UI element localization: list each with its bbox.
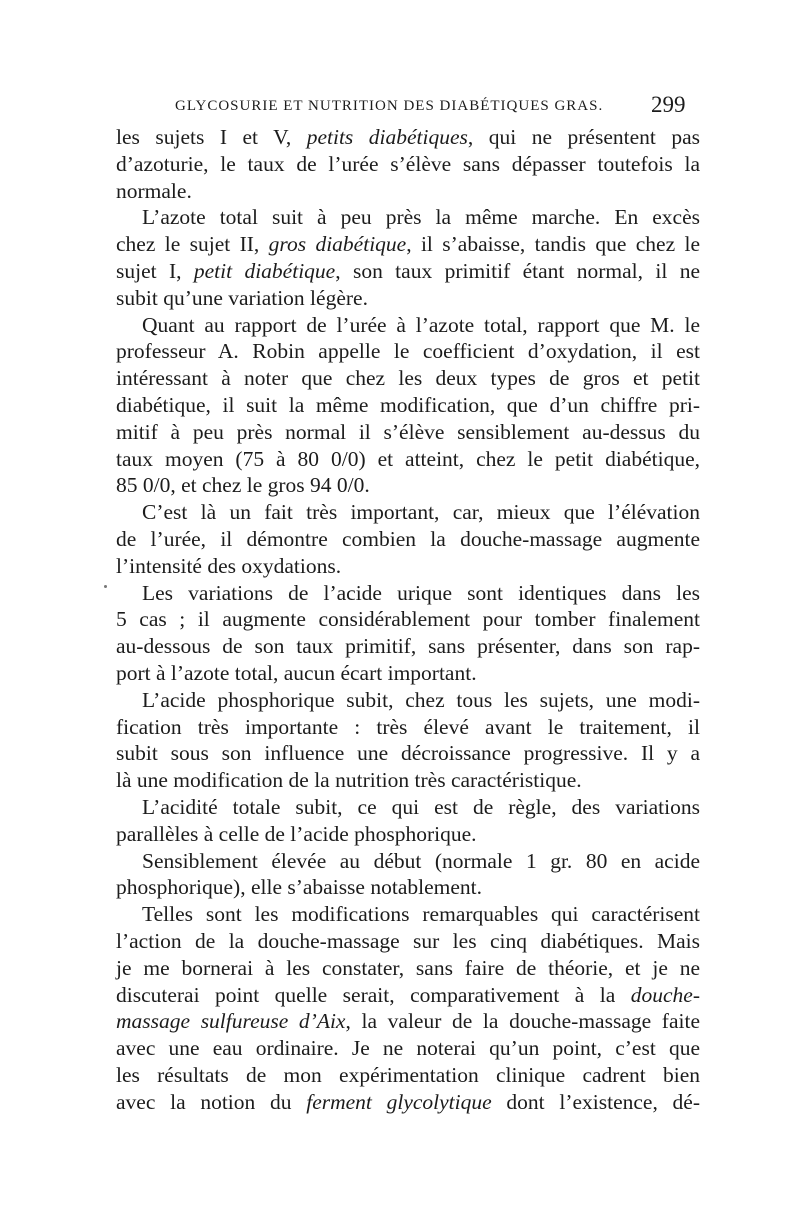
text-line: avec la notion du ferment glycolytique dont l’existence, dé- (116, 1089, 701, 1114)
text-line: au-dessous de son taux primitif, sans présenter, dans son rap- (116, 634, 700, 659)
text-line: normale. (116, 178, 192, 203)
text-line: avec une eau ordinaire. Je ne noterai qu’un point, c’est que (116, 1036, 700, 1061)
text-line: Telles sont les modifications remarquables qui caractérisent (142, 902, 700, 927)
text-line: L’azote total suit à peu près la même marche. En excès (142, 205, 700, 230)
running-title: GLYCOSURIE ET NUTRITION DES DIABÉTIQUES GRAS. (175, 98, 604, 114)
text-line: taux moyen (75 à 80 0/0) et atteint, chez le petit diabétique, (116, 446, 700, 471)
text-line: diabétique, il suit la même modification, que d’un chiffre pri- (116, 392, 700, 417)
page-number: 299 (651, 92, 686, 117)
print-speck (104, 585, 107, 588)
text-line: d’azoturie, le taux de l’urée s’élève sans dépasser toutefois la (116, 151, 700, 176)
body-text (116, 124, 700, 1115)
text-line: intéressant à noter que chez les deux types de gros et petit (116, 366, 700, 391)
text-line: 85 0/0, et chez le gros 94 0/0. (116, 473, 370, 498)
text-line: fication très importante : très élevé avant le traitement, il (116, 714, 700, 739)
text-line: les sujets I et V, petits diabétiques, qui ne présentent pas (116, 125, 701, 149)
text-line: Quant au rapport de l’urée à l’azote total, rapport que M. le (142, 312, 700, 337)
text-line: Les variations de l’acide urique sont identiques dans les (142, 580, 700, 605)
text-line: mitif à peu près normal il s’élève sensiblement au-dessus du (116, 419, 700, 444)
text-line: l’intensité des oxydations. (116, 553, 342, 578)
text-line: phosphorique), elle s’abaisse notablement. (116, 875, 482, 900)
text-line: C’est là un fait très important, car, mieux que l’élévation (142, 500, 700, 525)
text-line: 5 cas ; il augmente considérablement pour tomber finalement (116, 607, 700, 632)
text-line: L’acidité totale subit, ce qui est de règle, des variations (142, 794, 700, 819)
text-line: Sensiblement élevée au début (normale 1 gr. 80 en acide (142, 848, 700, 873)
text-line: port à l’azote total, aucun écart important. (116, 660, 477, 685)
text-line: massage sulfureuse d’Aix, la valeur de la douche-massage faite (116, 1009, 700, 1034)
text-line: je me bornerai à les constater, sans faire de théorie, et je ne (116, 955, 700, 980)
text-line: subit sous son influence une décroissance progressive. Il y a (116, 741, 700, 766)
text-line: professeur A. Robin appelle le coefficient d’oxydation, il est (116, 339, 700, 364)
text-line: l’action de la douche-massage sur les cinq diabétiques. Mais (116, 928, 700, 953)
text-line: parallèles à celle de l’acide phosphorique. (116, 821, 477, 846)
text-line: discuterai point quelle serait, comparativement à la douche- (116, 982, 700, 1007)
text-line: de l’urée, il démontre combien la douche-massage augmente (116, 526, 700, 551)
text-line: là une modification de la nutrition très caractéristique. (116, 768, 582, 793)
text-line: les résultats de mon expérimentation clinique cadrent bien (116, 1062, 700, 1087)
text-line: chez le sujet II, gros diabétique, il s’abaisse, tandis que chez le (116, 232, 700, 257)
text-line: subit qu’une variation légère. (116, 285, 368, 310)
text-line: L’acide phosphorique subit, chez tous les sujets, une modi- (142, 687, 700, 712)
text-line: sujet I, petit diabétique, son taux primitif étant normal, il ne (116, 258, 700, 283)
